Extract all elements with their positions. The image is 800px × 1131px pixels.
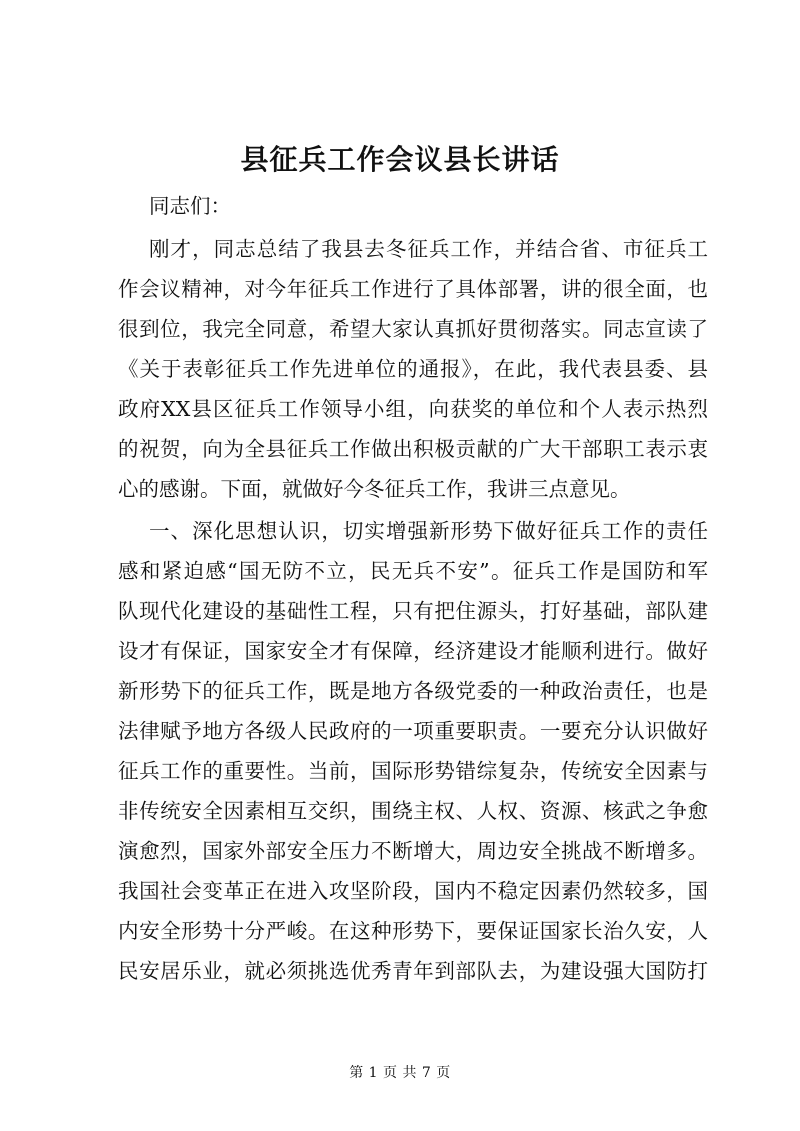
body-line: 一、深化思想认识，切实增强新形势下做好征兵工作的责任 <box>149 519 708 543</box>
body-line: 心的感谢。下面，就做好今冬征兵工作，我讲三点意见。 <box>118 477 631 501</box>
body-line: 非传统安全因素相互交织，围绕主权、人权、资源、核武之争愈 <box>118 799 708 823</box>
body-line: 政府XX县区征兵工作领导小组，向获奖的单位和个人表示热烈 <box>118 397 708 421</box>
body-line: 刚才，同志总结了我县去冬征兵工作，并结合省、市征兵工 <box>149 237 708 261</box>
body-line: 的祝贺，向为全县征兵工作做出积极贡献的广大干部职工表示衷 <box>118 437 708 461</box>
body-line: 队现代化建设的基础性工程，只有把住源头，打好基础，部队建 <box>118 599 708 623</box>
body-line: 征兵工作的重要性。当前，国际形势错综复杂，传统安全因素与 <box>118 759 708 783</box>
salutation: 同志们： <box>149 194 231 218</box>
body-line: 内安全形势十分严峻。在这种形势下，要保证国家长治久安，人 <box>118 919 708 943</box>
body-line: 很到位，我完全同意，希望大家认真抓好贯彻落实。同志宣读了 <box>118 317 708 341</box>
page-number-footer: 第 1 页 共 7 页 <box>349 1065 451 1081</box>
body-line: 设才有保证，国家安全才有保障，经济建设才能顺利进行。做好 <box>118 639 708 663</box>
body-line: 民安居乐业，就必须挑选优秀青年到部队去，为建设强大国防打 <box>118 959 708 983</box>
body-line: 演愈烈，国家外部安全压力不断增大，周边安全挑战不断增多。 <box>118 839 708 863</box>
body-line: 法律赋予地方各级人民政府的一项重要职责。一要充分认识做好 <box>118 719 708 743</box>
body-line: 新形势下的征兵工作，既是地方各级党委的一种政治责任，也是 <box>118 679 708 703</box>
body-line: 作会议精神，对今年征兵工作进行了具体部署，讲的很全面，也 <box>118 277 708 301</box>
body-line: 感和紧迫感“国无防不立，民无兵不安”。征兵工作是国防和军 <box>118 559 708 583</box>
body-line: 《关于表彰征兵工作先进单位的通报》，在此，我代表县委、县 <box>118 357 708 381</box>
document-title: 县征兵工作会议县长讲话 <box>240 143 560 176</box>
body-line: 我国社会变革正在进入攻坚阶段，国内不稳定因素仍然较多，国 <box>118 879 708 903</box>
